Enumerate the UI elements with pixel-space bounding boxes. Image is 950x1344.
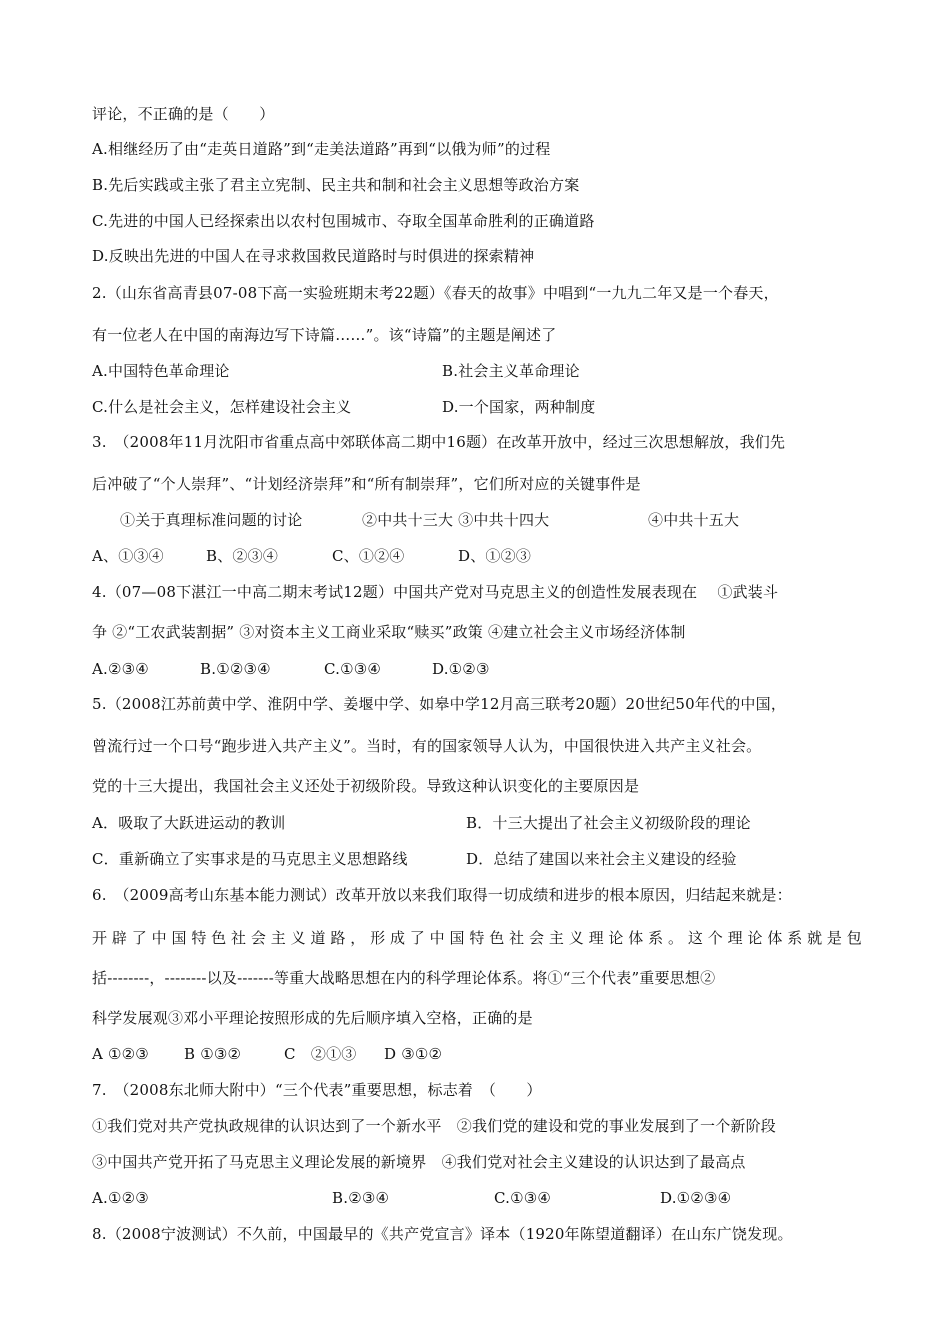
question-2-option-d: D.一个国家，两种制度 [442,398,596,416]
question-2-option-c: C.什么是社会主义，怎样建设社会主义 [92,398,352,416]
question-8-stem: 8.（2008宁波测试）不久前，中国最早的《共产党宣言》译本（1920年陈望道翻译）在山东广饶发现。 [92,1225,793,1243]
question-6-stem-cont-1: 开辟了中国特色社会主义道路，形成了中国特色社会主义理论体系。这个理论体系就是包 [92,929,862,947]
question-3-item-1: ①关于真理标准问题的讨论 [120,511,303,529]
question-6-option-b: B ①③② [184,1045,242,1063]
question-7-stem: 7. （2008东北师大附中）“三个代表”重要思想，标志着 （ ） [92,1081,542,1099]
question-5-option-d: D．总结了建国以来社会主义建设的经验 [466,850,737,868]
question-7-option-c: C.①③④ [494,1189,552,1207]
question-4-option-d: D.①②③ [432,660,490,678]
question-6-stem-cont-3: 科学发展观③邓小平理论按照形成的先后顺序填入空格，正确的是 [92,1009,533,1027]
question-6-option-a: A ①②③ [92,1045,149,1063]
question-7-option-d: D.①②③④ [660,1189,732,1207]
question-1-option-b: B.先后实践或主张了君主立宪制、民主共和制和社会主义思想等政治方案 [92,176,580,194]
question-4-option-c: C.①③④ [324,660,382,678]
question-6-option-c: C ②①③ [284,1045,357,1063]
question-5-option-a: A．吸取了大跃进运动的教训 [92,814,286,832]
question-3-item-2-3: ②中共十三大 ③中共十四大 [362,511,550,529]
question-1-option-c: C.先进的中国人已经探索出以农村包围城市、夺取全国革命胜利的正确道路 [92,212,595,230]
question-2-option-a: A.中国特色革命理论 [92,362,230,380]
question-4-stem-cont: 争 ②“工农武装割据” ③对资本主义工商业采取“赎买”政策 ④建立社会主义市场经济体制 [92,623,686,641]
question-5-option-c: C．重新确立了实事求是的马克思主义思想路线 [92,850,408,868]
question-6-stem-cont-2: 括--------，--------以及-------等重大战略思想在内的科学理论体系。将①“三个代表”重要思想② [92,969,716,987]
question-7-option-a: A.①②③ [92,1189,149,1207]
question-5-option-b: B．十三大提出了社会主义初级阶段的理论 [466,814,751,832]
question-3-stem: 3. （2008年11月沈阳市省重点高中郊联体高二期中16题）在改革开放中，经过三次思想解放，我们先 [92,433,786,451]
question-7-items-row-2: ③中国共产党开拓了马克思主义理论发展的新境界 ④我们党对社会主义建设的认识达到了最高点 [92,1153,746,1171]
question-3-option-a: A、①③④ [92,547,164,565]
question-5-stem-cont-1: 曾流行过一个口号“跑步进入共产主义”。当时，有的国家领导人认为，中国很快进入共产主义社会。 [92,737,762,755]
question-3-item-4: ④中共十五大 [648,511,740,529]
question-4-stem: 4.（07—08下湛江一中高二期末考试12题）中国共产党对马克思主义的创造性发展表现在 ①武装斗 [92,583,779,601]
question-2-option-b: B.社会主义革命理论 [442,362,580,380]
question-3-stem-cont: 后冲破了“个人崇拜”、“计划经济崇拜”和“所有制崇拜”，它们所对应的关键事件是 [92,475,641,493]
question-1-option-a: A.相继经历了由“走英日道路”到“走美法道路”再到“以俄为师”的过程 [92,140,551,158]
question-7-items-row-1: ①我们党对共产党执政规律的认识达到了一个新水平 ②我们党的建设和党的事业发展到了一个新阶段 [92,1117,777,1135]
question-6-stem: 6. （2009高考山东基本能力测试）改革开放以来我们取得一切成绩和进步的根本原因，归结起来就是： [92,886,792,904]
question-1-stem-end: 评论，不正确的是（ ） [92,105,275,123]
question-5-stem: 5.（2008江苏前黄中学、淮阴中学、姜堰中学、如皋中学12月高三联考20题）20世纪50年代的中国， [92,695,787,713]
question-4-option-a: A.②③④ [92,660,149,678]
question-1-option-d: D.反映出先进的中国人在寻求救国救民道路时与时俱进的探索精神 [92,247,535,265]
question-3-option-b: B、②③④ [206,547,279,565]
question-3-option-d: D、①②③ [458,547,532,565]
question-2-stem: 2.（山东省高青县07-08下高一实验班期末考22题）《春天的故事》中唱到“一九九二年又是一个春天， [92,284,779,302]
question-2-stem-cont: 有一位老人在中国的南海边写下诗篇……”。该“诗篇”的主题是阐述了 [92,326,557,344]
question-3-option-c: C、①②④ [332,547,405,565]
question-4-option-b: B.①②③④ [200,660,271,678]
question-7-option-b: B.②③④ [332,1189,390,1207]
question-6-option-d: D ③①② [384,1045,443,1063]
question-5-stem-cont-2: 党的十三大提出，我国社会主义还处于初级阶段。导致这种认识变化的主要原因是 [92,777,640,795]
